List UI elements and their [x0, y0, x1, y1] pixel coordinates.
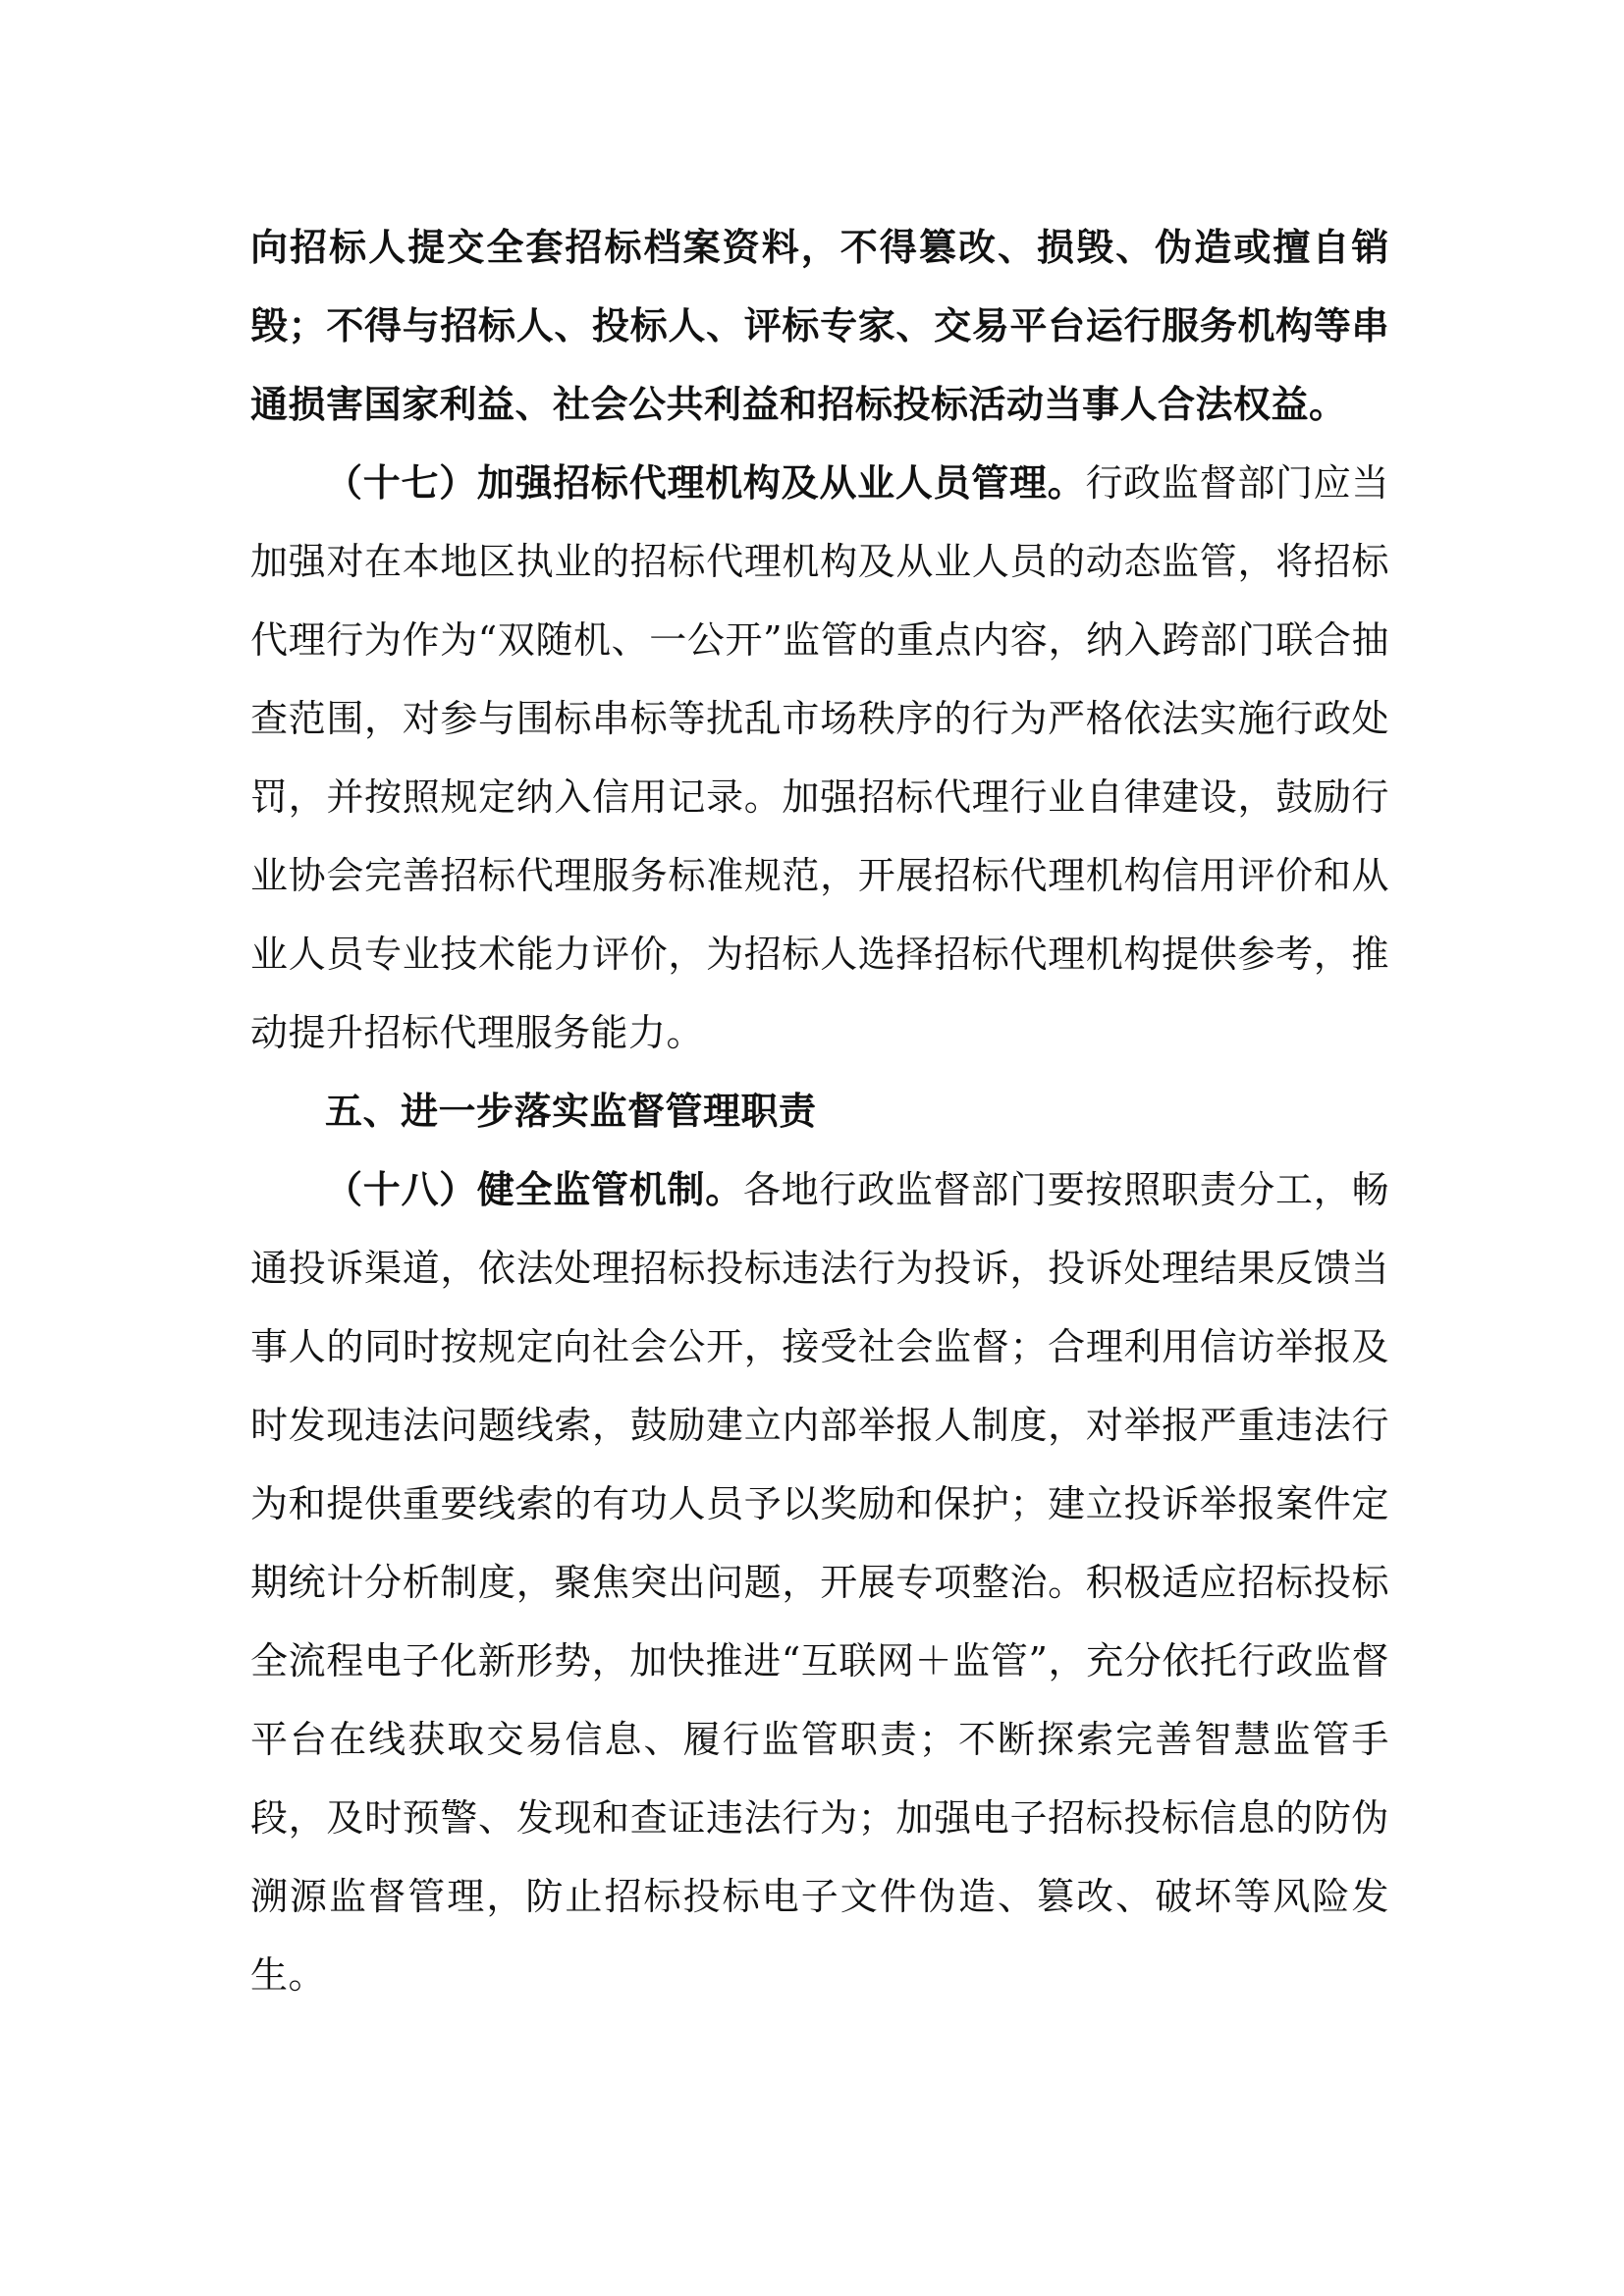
item-18-paragraph — [250, 1150, 1389, 2014]
item-18-body: 各地行政监督部门要按照职责分工，畅通投诉渠道，依法处理招标投标违法行为投诉，投诉处理结果反馈当事人的同时按规定向社会公开，接受社会监督；合理利用信访举报及时发现违法问题线索，鼓励建立内部举报人制度，对举报严重违法行为和提供重要线索的有功人员予以奖励和保护；建立投诉举报案件定期统计分析制度，聚焦突出问题，开展专项整治。积极适应招标投标全流程电子化新形势，加快推进“互联网＋监管”，充分依托行政监督平台在线获取交易信息、履行监管职责；不断探索完善智慧监管手段，及时预警、发现和查证违法行为；加强电子招标投标信息的防伪溯源监督管理，防止招标投标电子文件伪造、篡改、破坏等风险发生。 — [250, 1168, 1389, 1997]
item-17-body: 行政监督部门应当加强对在本地区执业的招标代理机构及从业人员的动态监管，将招标代理行为作为“双随机、一公开”监管的重点内容，纳入跨部门联合抽查范围，对参与围标串标等扰乱市场秩序的行为严格依法实施行政处罚，并按照规定纳入信用记录。加强招标代理行业自律建设，鼓励行业协会完善招标代理服务标准规范，开展招标代理机构信用评价和从业人员专业技术能力评价，为招标人选择招标代理机构提供参考，推动提升招标代理服务能力。 — [250, 461, 1389, 1054]
item-17-paragraph — [250, 444, 1389, 1072]
item-18-heading: （十八）健全监管机制。 — [325, 1167, 743, 1211]
document-body — [250, 208, 1389, 2014]
section-5-heading: 五、进一步落实监督管理职责 — [325, 1090, 817, 1133]
continuation-paragraph: 向招标人提交全套招标档案资料，不得篡改、损毁、伪造或擅自销毁；不得与招标人、投标人、评标专家、交易平台运行服务机构等串通损害国家利益、社会公共利益和招标投标活动当事人合法权益。 — [250, 225, 1389, 426]
item-17-heading: （十七）加强招标代理机构及从业人员管理。 — [325, 460, 1086, 505]
